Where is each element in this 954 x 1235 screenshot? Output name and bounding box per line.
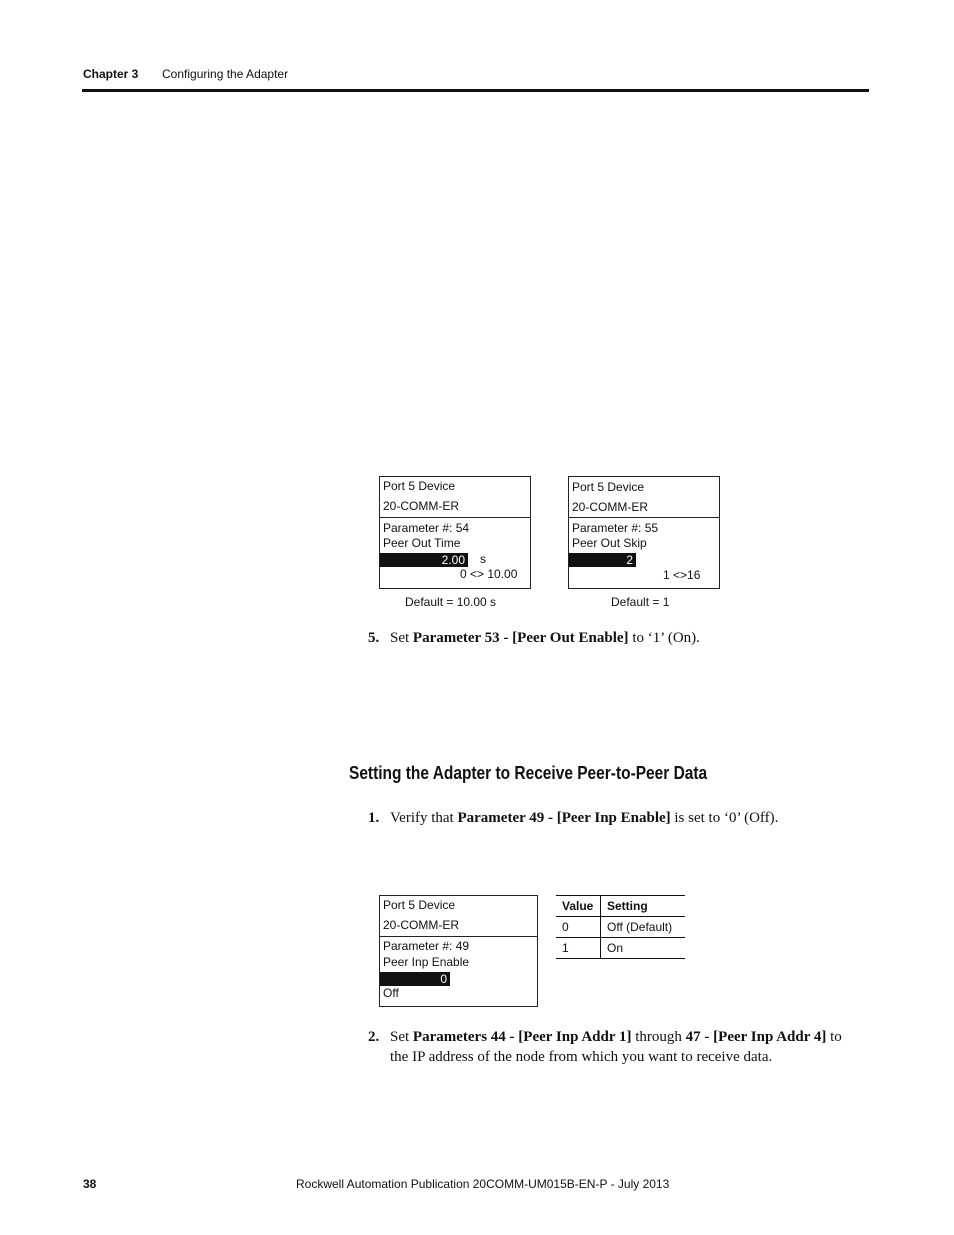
- lcd-parameter-name: Peer Inp Enable: [383, 955, 470, 969]
- step-text-pre: Verify that: [390, 810, 458, 826]
- step-5: [368, 630, 700, 647]
- lcd-state-text: Off: [383, 986, 399, 1000]
- lcd-display-param-54: [379, 476, 531, 589]
- lcd-unit: s: [480, 552, 486, 566]
- lcd-device-line: 20-COMM-ER: [572, 500, 649, 514]
- table-cell-setting: Off (Default): [601, 917, 686, 938]
- value-setting-table: [556, 895, 685, 959]
- table-cell-value: 0: [556, 917, 601, 938]
- lcd-port-line: Port 5 Device: [383, 479, 456, 493]
- lcd-port-line: Port 5 Device: [383, 898, 456, 912]
- lcd-device-line: 20-COMM-ER: [383, 499, 460, 513]
- step-text-post: to ‘1’ (On).: [628, 630, 700, 646]
- step-number: 1.: [368, 810, 380, 826]
- column-header-value: Value: [556, 896, 601, 917]
- step-parameter-ref-start: Parameters 44 - [Peer Inp Addr 1]: [412, 1029, 632, 1045]
- lcd-header: [380, 896, 537, 937]
- lcd-value-highlight: 2: [569, 553, 636, 567]
- step-parameter-ref: Parameter 49 - [Peer Inp Enable]: [457, 810, 671, 826]
- lcd-parameter-name: Peer Out Time: [383, 536, 461, 550]
- step-2-continuation: the IP address of the node from which you want to receive data.: [390, 1049, 773, 1065]
- step-1: [368, 810, 778, 827]
- lcd-display-param-55: [568, 476, 720, 589]
- lcd1-caption: Default = 10.00 s: [405, 595, 497, 609]
- page-number: 38: [83, 1177, 97, 1191]
- column-header-setting: Setting: [601, 896, 686, 917]
- step-text-post: is set to ‘0’ (Off).: [670, 810, 779, 826]
- lcd-range: 0 <> 10.00: [460, 567, 518, 581]
- lcd-parameter-number: Parameter #: 54: [383, 521, 470, 535]
- table-row: [556, 938, 685, 959]
- lcd-parameter-number: Parameter #: 49: [383, 939, 470, 953]
- lcd2-caption: Default = 1: [611, 595, 670, 609]
- step-text-mid: through: [631, 1029, 686, 1045]
- lcd-header: [569, 477, 719, 518]
- lcd-parameter-number: Parameter #: 55: [572, 521, 659, 535]
- chapter-label: Chapter 3: [83, 67, 139, 81]
- header-rule: [82, 89, 869, 92]
- step-number: 2.: [368, 1029, 380, 1045]
- lcd-parameter-name: Peer Out Skip: [572, 536, 647, 550]
- lcd-value-highlight: 2.00: [380, 553, 468, 567]
- table-row: [556, 917, 685, 938]
- lcd-range: 1 <>16: [663, 568, 701, 582]
- step-text-pre: Set: [390, 1029, 413, 1045]
- step-text-post: to: [826, 1029, 842, 1045]
- publication-info: Rockwell Automation Publication 20COMM-UM015B-EN-P - July 2013: [296, 1177, 670, 1191]
- table-cell-value: 1: [556, 938, 601, 959]
- step-parameter-ref: Parameter 53 - [Peer Out Enable]: [412, 630, 629, 646]
- step-parameter-ref-end: 47 - [Peer Inp Addr 4]: [685, 1029, 827, 1045]
- table-cell-setting: On: [601, 938, 686, 959]
- lcd-device-line: 20-COMM-ER: [383, 918, 460, 932]
- step-number: 5.: [368, 630, 380, 646]
- lcd-value-highlight: 0: [380, 972, 450, 986]
- chapter-title: Configuring the Adapter: [162, 67, 289, 81]
- step-text-pre: Set: [390, 630, 413, 646]
- lcd-display-param-49: [379, 895, 538, 1007]
- section-heading: Setting the Adapter to Receive Peer-to-Peer Data: [349, 763, 708, 783]
- table-header-row: [556, 896, 685, 917]
- lcd-header: [380, 477, 530, 518]
- lcd-port-line: Port 5 Device: [572, 480, 645, 494]
- step-2: [368, 1029, 842, 1046]
